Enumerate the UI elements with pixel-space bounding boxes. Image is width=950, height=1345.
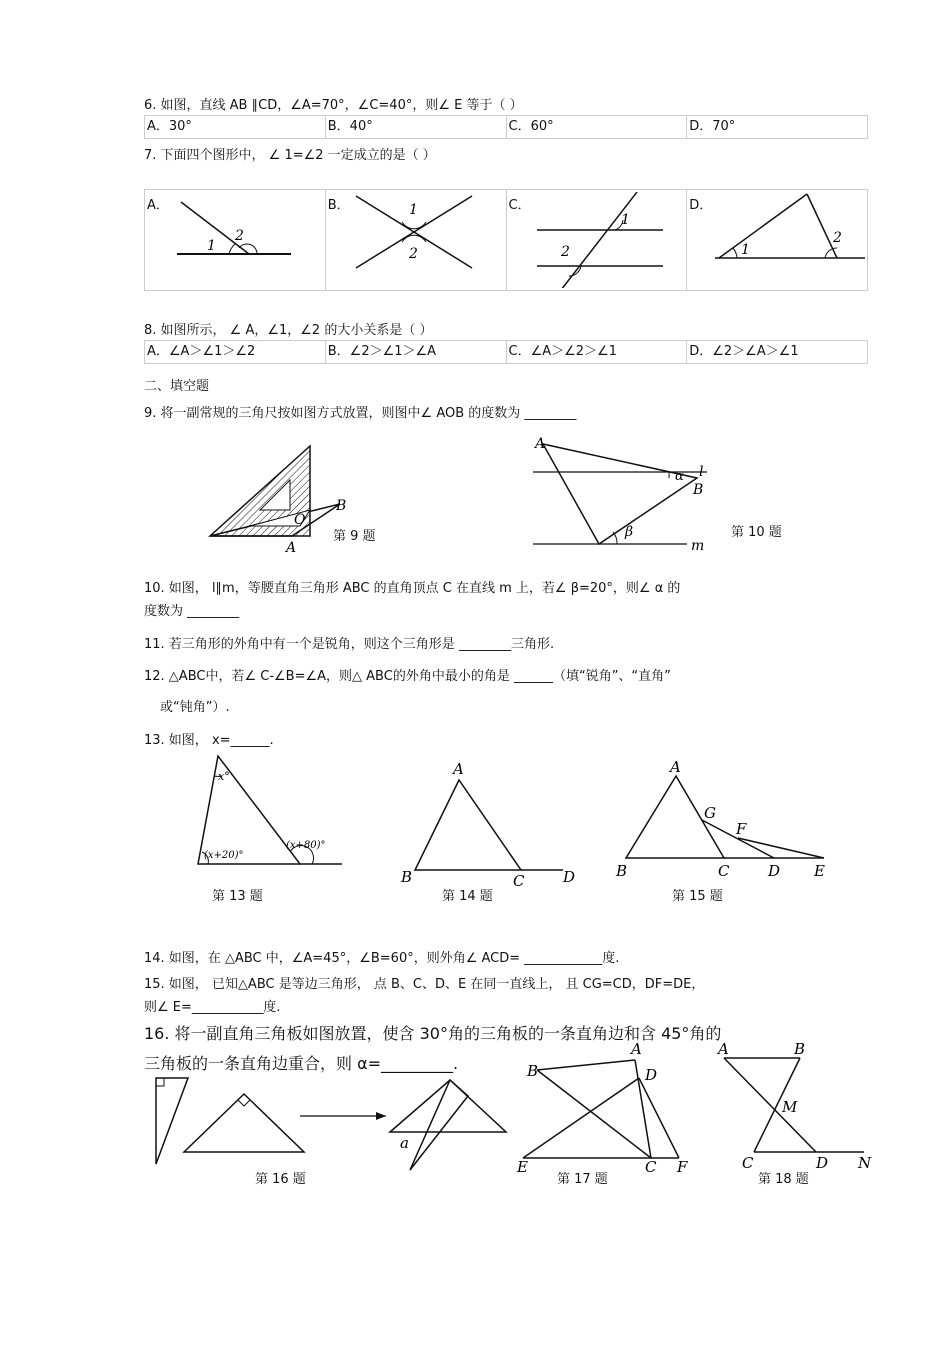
- q8-option-c[interactable]: C．∠A＞∠2＞∠1: [507, 341, 688, 363]
- q7-stem: 7. 下面四个图形中， ∠ 1=∠2 一定成立的是（ ）: [144, 148, 436, 163]
- q13-stem: 13. 如图， x=______.: [144, 733, 274, 748]
- q7-figures: [144, 189, 868, 291]
- q7-figure-b: [354, 192, 494, 288]
- q7c-mark-2: 2: [560, 244, 570, 260]
- q15-label-g: G: [704, 804, 716, 822]
- q7-option-d[interactable]: [687, 190, 867, 290]
- q7-figure-a: [173, 192, 313, 288]
- q9-label-a: A: [286, 540, 297, 556]
- q15-stem-line2: 则∠ E=___________度.: [144, 1000, 281, 1015]
- q15-label-b: B: [616, 862, 628, 880]
- q7a-mark-1: 1: [207, 238, 216, 254]
- q15-label-d: D: [768, 862, 781, 880]
- q15-stem-line1: 15. 如图， 已知△ABC 是等边三角形， 点 B、C、D、E 在同一直线上， 且 CG=CD，DF=DE，: [144, 977, 705, 992]
- q14-label-d: D: [563, 868, 576, 886]
- q13-label-x: x°: [218, 770, 230, 783]
- q18-label-n: N: [858, 1154, 872, 1172]
- q6-option-c[interactable]: C．60°: [507, 116, 688, 138]
- q16-alpha-label: a: [400, 1134, 409, 1152]
- q16-stem-line2: 三角板的一条直角边重合，则 α=_________.: [144, 1054, 459, 1073]
- q14-stem: 14. 如图，在 △ABC 中，∠A=45°，∠B=60°，则外角∠ ACD= ____________度.: [144, 951, 620, 966]
- q8-stem: 8. 如图所示， ∠ A，∠1，∠2 的大小关系是（ ）: [144, 323, 433, 338]
- q7b-mark-1: 1: [408, 202, 418, 218]
- q10-caption: 第 10 题: [731, 525, 782, 540]
- q15-figure: [612, 758, 837, 886]
- q15-label-e: E: [814, 862, 825, 880]
- q7c-mark-1: 1: [620, 212, 630, 228]
- q7-label-a: A．: [147, 198, 169, 213]
- q6-option-d[interactable]: D．70°: [689, 119, 736, 134]
- q13-label-x80: (x+80)°: [286, 840, 326, 851]
- q14-figure: [395, 758, 585, 886]
- q17-label-d: D: [645, 1066, 658, 1084]
- q10-label-beta: β: [625, 524, 634, 540]
- q13-caption: 第 13 题: [212, 889, 263, 904]
- q14-label-c: C: [513, 872, 525, 886]
- q16-stem-line1: 16. 将一副直角三角板如图放置，使含 30°角的三角板的一条直角边和含 45°角的: [144, 1024, 722, 1043]
- q18-label-b: B: [794, 1040, 806, 1058]
- q15-caption: 第 15 题: [672, 889, 723, 904]
- q7a-mark-2: 2: [235, 228, 244, 244]
- q17-label-b: B: [527, 1062, 539, 1080]
- q7-option-c[interactable]: [507, 190, 688, 290]
- q18-label-a: A: [718, 1040, 729, 1058]
- q17-label-f: F: [677, 1158, 688, 1175]
- q18-caption: 第 18 题: [758, 1172, 809, 1187]
- q7-figure-d: [715, 192, 875, 288]
- q8-options: [144, 340, 868, 364]
- q17-caption: 第 17 题: [557, 1172, 608, 1187]
- q17-label-c: C: [645, 1158, 657, 1175]
- q7-option-a[interactable]: [145, 190, 326, 290]
- q7-label-d: D．: [689, 198, 713, 213]
- q10-label-b: B: [693, 482, 704, 498]
- q10-label-a: A: [535, 436, 546, 452]
- q18-label-d: D: [816, 1154, 829, 1172]
- q7-figure-c: [535, 192, 675, 288]
- q18-label-m: M: [782, 1098, 798, 1116]
- q14-label-b: B: [401, 868, 413, 886]
- q8-option-b[interactable]: B．∠2＞∠1＞∠A: [326, 341, 507, 363]
- q9-stem: 9. 将一副常规的三角尺按如图方式放置，则图中∠ AOB 的度数为 ________: [144, 406, 577, 421]
- q14-label-a: A: [453, 760, 464, 778]
- section-fill-in-title: 二、填空题: [144, 379, 210, 394]
- q17-label-e: E: [517, 1158, 528, 1175]
- q6-options: [144, 115, 868, 139]
- q13-figure: [190, 750, 350, 870]
- q15-label-c: C: [718, 862, 730, 880]
- q9-label-o: O: [294, 512, 306, 528]
- q10-label-l: l: [699, 464, 704, 480]
- q16-figure: [150, 1072, 520, 1172]
- q16-caption: 第 16 题: [255, 1172, 306, 1187]
- q13-label-x20: (x+20)°: [204, 850, 244, 861]
- q8-option-d[interactable]: D．∠2＞∠A＞∠1: [689, 344, 799, 359]
- q15-label-a: A: [670, 758, 681, 776]
- q12-stem-line2: 或“钝角”）.: [160, 700, 230, 715]
- q18-figure: [712, 1040, 882, 1175]
- q14-caption: 第 14 题: [442, 889, 493, 904]
- q7d-mark-1: 1: [741, 242, 751, 258]
- q8-option-a[interactable]: A．∠A＞∠1＞∠2: [145, 341, 326, 363]
- q10-stem-line1: 10. 如图， l∥m，等腰直角三角形 ABC 的直角顶点 C 在直线 m 上，若∠ β=20°，则∠ α 的: [144, 581, 681, 596]
- q17-figure: [515, 1040, 695, 1175]
- q12-stem-line1: 12. △ABC中，若∠ C-∠B=∠A，则△ ABC的外角中最小的角是 ______（填“锐角”、“直角”: [144, 669, 671, 684]
- q11-stem: 11. 若三角形的外角中有一个是锐角，则这个三角形是 ________三角形.: [144, 637, 555, 652]
- q15-label-f: F: [736, 820, 747, 838]
- q10-label-alpha: α: [675, 469, 684, 484]
- q17-label-a: A: [631, 1040, 642, 1058]
- q10-stem-line2: 度数为 ________: [144, 604, 240, 619]
- q7-label-b: B．: [327, 198, 350, 213]
- q7-label-c: C．: [508, 198, 531, 213]
- q10-figure: [525, 432, 725, 556]
- q7b-mark-2: 2: [408, 246, 418, 262]
- q7d-mark-2: 2: [833, 230, 843, 246]
- q6-option-b[interactable]: B．40°: [326, 116, 507, 138]
- q6-option-a[interactable]: A．30°: [145, 116, 326, 138]
- q10-label-m: m: [691, 538, 705, 554]
- q18-label-c: C: [742, 1154, 754, 1172]
- q9-caption: 第 9 题: [333, 529, 376, 544]
- q6-stem: 6. 如图，直线 AB ∥CD，∠A=70°，∠C=40°，则∠ E 等于（ ）: [144, 98, 523, 113]
- q9-label-b: B: [336, 498, 347, 514]
- q7-option-b[interactable]: [326, 190, 507, 290]
